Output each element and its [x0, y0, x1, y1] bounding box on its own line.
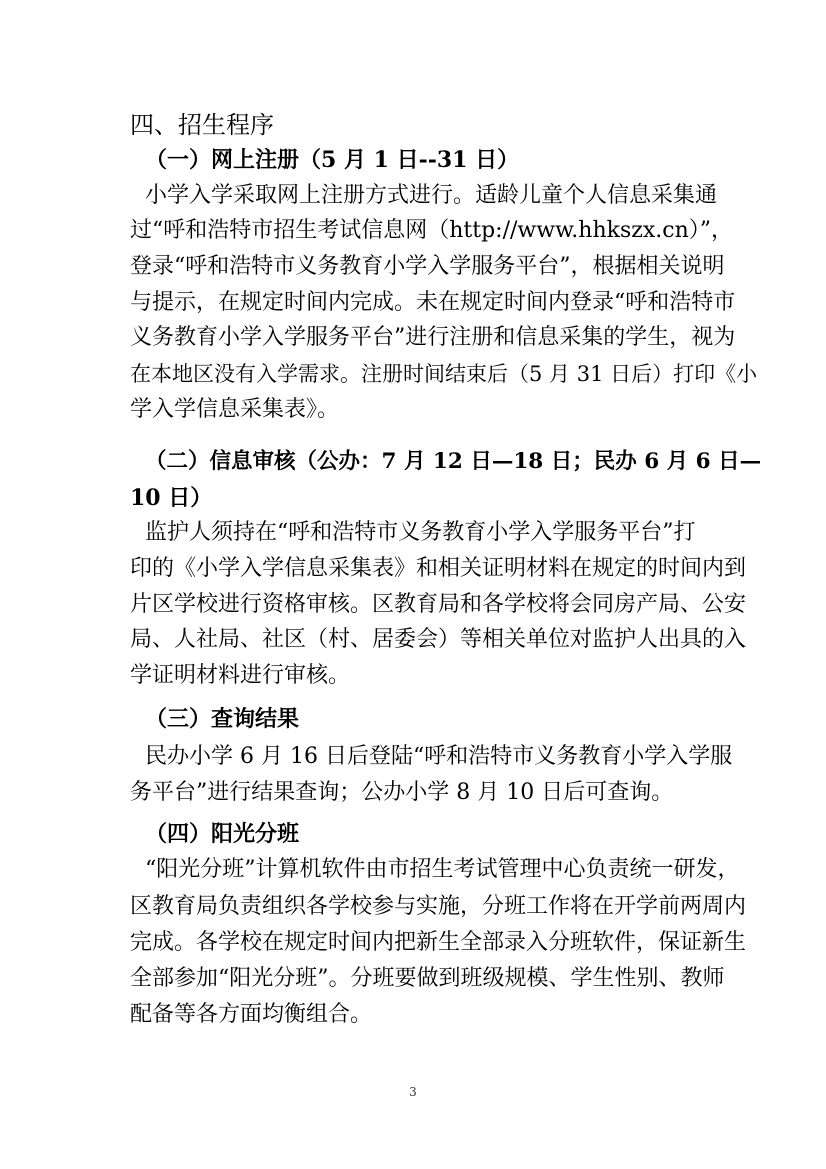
s3-heading: （三）查询结果: [145, 706, 300, 732]
s3-line: 民办小学 6 月 16 日后登陆“呼和浩特市义务教育小学入学服: [145, 744, 733, 769]
s4-line: “阳光分班”计算机软件由市招生考试管理中心负责统一研发，: [145, 857, 740, 882]
s1-heading: （一）网上注册（5 月 1 日--31 日）: [145, 147, 520, 173]
s1-line: 学入学信息采集表》。: [130, 397, 340, 422]
section-title: 四、招生程序: [130, 111, 274, 139]
s4-line: 区教育局负责组织各学校参与实施，分班工作将在开学前两周内: [130, 894, 747, 919]
s1-line: 与提示，在规定时间内完成。未在规定时间内登录“呼和浩特市: [130, 290, 736, 315]
s1-line: 在本地区没有入学需求。注册时间结束后（5 月 31 日后）打印《小: [130, 362, 758, 386]
s1-line: 登录“呼和浩特市义务教育小学入学服务平台”，根据相关说明: [130, 254, 725, 279]
s4-line: 全部参加“阳光分班”。分班要做到班级规模、学生性别、教师: [130, 966, 725, 991]
s2-line: 监护人须持在“呼和浩特市义务教育小学入学服务平台”打: [145, 520, 696, 545]
s2-line: 印的《小学入学信息采集表》和相关证明材料在规定的时间内到: [130, 556, 747, 581]
s4-line: 完成。各学校在规定时间内把新生全部录入分班软件，保证新生: [130, 930, 747, 955]
s4-line: 配备等各方面均衡组合。: [130, 1002, 373, 1027]
s4-heading: （四）阳光分班: [145, 821, 300, 847]
s2-line: 局、人社局、社区（村、居委会）等相关单位对监护人出具的入: [130, 627, 747, 652]
s2-heading-line2: 10 日）: [130, 485, 213, 511]
s1-line: 义务教育小学入学服务平台”进行注册和信息采集的学生，视为: [130, 325, 736, 350]
s2-line: 片区学校进行资格审核。区教育局和各学校将会同房产局、公安: [130, 592, 747, 617]
s3-line: 务平台”进行结果查询；公办小学 8 月 10 日后可查询。: [130, 780, 674, 805]
s2-line: 学证明材料进行审核。: [130, 663, 351, 688]
s1-line: 小学入学采取网上注册方式进行。适龄儿童个人信息采集通: [145, 183, 718, 208]
s2-heading-line1: （二）信息审核（公办：7 月 12 日—18 日；民办 6 月 6 日—: [145, 449, 762, 474]
page-number: 3: [409, 1085, 417, 1099]
s1-line: 过“呼和浩特市招生考试信息网（http://www.hhkszx.cn）”，: [130, 218, 733, 243]
